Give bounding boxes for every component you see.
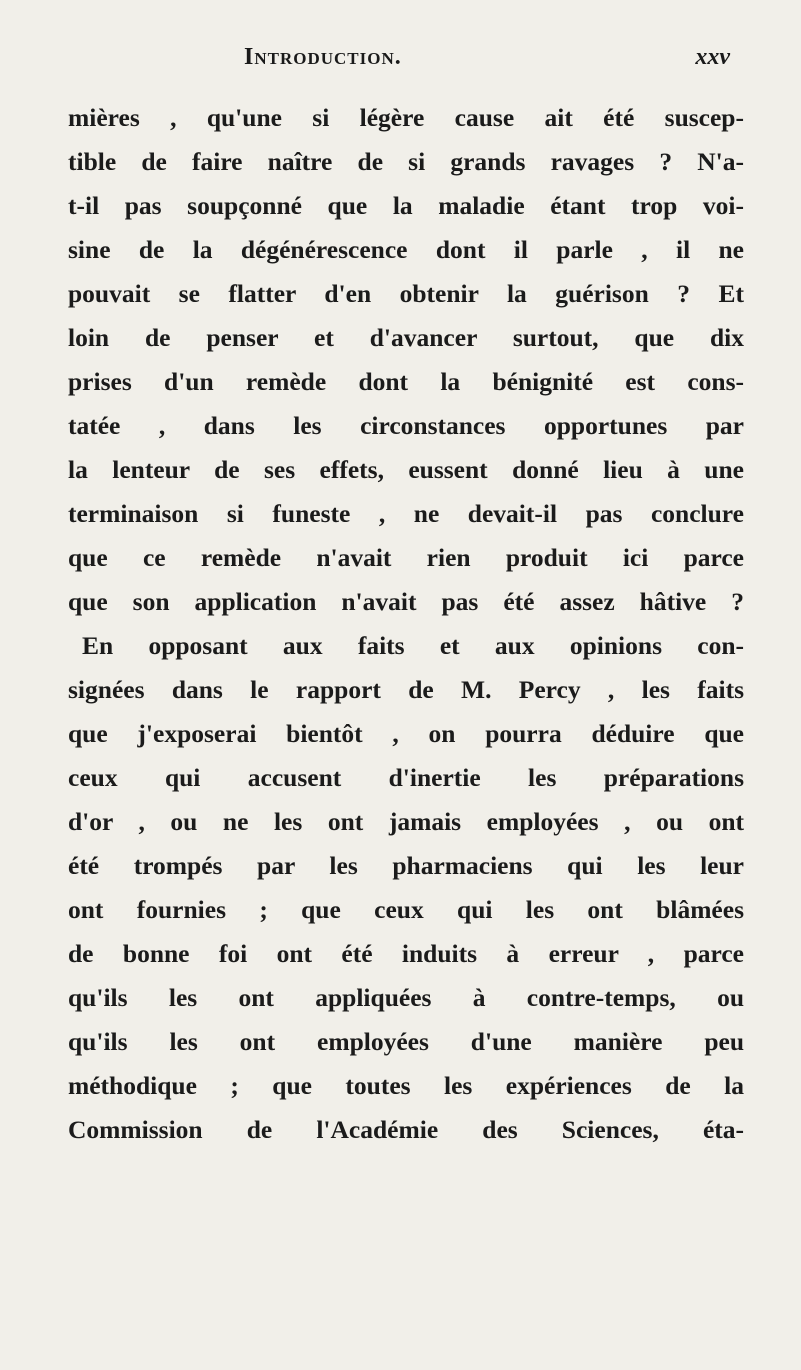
- text-line: ceux qui accusent d'inertie les préparations: [68, 763, 744, 792]
- running-head: Introduction.: [244, 44, 402, 70]
- text-line: la lenteur de ses effets, eussent donné lieu à une: [68, 455, 744, 484]
- text-line: que ce remède n'avait rien produit ici parce: [68, 543, 744, 572]
- text-line: de bonne foi ont été induits à erreur , parce: [68, 939, 744, 968]
- text-line: mières , qu'une si légère cause ait été suscep-: [68, 103, 744, 132]
- text-line: qu'ils les ont appliquées à contre-temps, ou: [68, 983, 744, 1012]
- text-line: loin de penser et d'avancer surtout, que dix: [68, 323, 744, 352]
- text-line: été trompés par les pharmaciens qui les leur: [68, 851, 744, 880]
- text-line: pouvait se flatter d'en obtenir la guérison ? Et: [68, 279, 744, 308]
- text-line: tible de faire naître de si grands ravages ? N'a-: [68, 147, 744, 176]
- text-line: Commission de l'Académie des Sciences, éta-: [68, 1115, 744, 1144]
- text-line: ont fournies ; que ceux qui les ont blâmées: [68, 895, 744, 924]
- body-text: [68, 96, 744, 1152]
- page-header: [150, 44, 730, 84]
- text-line: qu'ils les ont employées d'une manière peu: [68, 1027, 744, 1056]
- text-line: terminaison si funeste , ne devait-il pas conclure: [68, 499, 744, 528]
- text-line: d'or , ou ne les ont jamais employées , ou ont: [68, 807, 744, 836]
- text-line: que son application n'avait pas été assez hâtive ?: [68, 587, 744, 616]
- text-line: que j'exposerai bientôt , on pourra déduire que: [68, 719, 744, 748]
- text-line: t-il pas soupçonné que la maladie étant trop voi-: [68, 191, 744, 220]
- text-line: signées dans le rapport de M. Percy , les faits: [68, 675, 744, 704]
- page-number: xxv: [695, 44, 730, 70]
- text-line: En opposant aux faits et aux opinions con-: [82, 631, 744, 660]
- text-line: méthodique ; que toutes les expériences de la: [68, 1071, 744, 1100]
- text-line: prises d'un remède dont la bénignité est cons-: [68, 367, 744, 396]
- text-line: tatée , dans les circonstances opportunes par: [68, 411, 744, 440]
- text-line: sine de la dégénérescence dont il parle , il ne: [68, 235, 744, 264]
